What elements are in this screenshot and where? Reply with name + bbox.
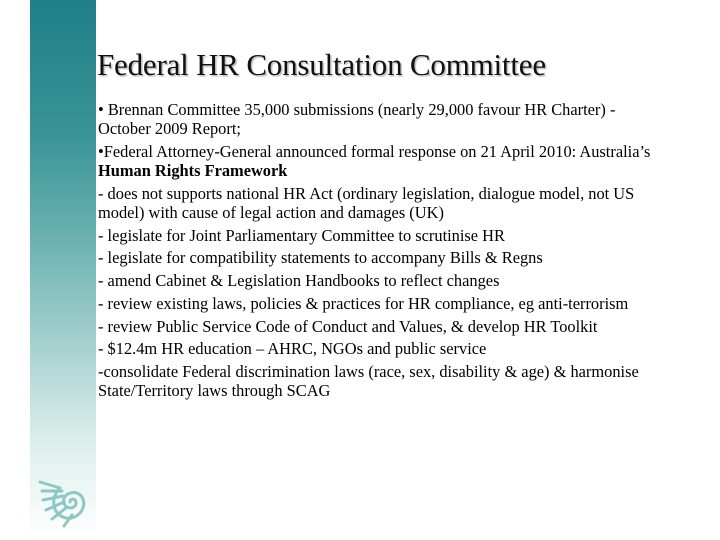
framework-name: Human Rights Framework	[98, 161, 288, 181]
body-paragraph: • Brennan Committee 35,000 submissions (nearly 29,000 favour HR Charter) - October 2009 Report;	[98, 100, 616, 139]
slide-title: Federal HR Consultation Committee	[97, 47, 546, 82]
body-paragraph: - review existing laws, policies & practices for HR compliance, eg anti-terrorism	[98, 293, 629, 313]
body-paragraph: -consolidate Federal discrimination laws (race, sex, disability & age) & harmonise State/Territory laws through SCAG	[98, 361, 639, 401]
body-paragraph: •Federal Attorney-General announced formal response on 21 April 2010: Australia’s Human Rights Framework	[98, 141, 651, 181]
sidebar-gradient-band	[30, 0, 96, 540]
body-paragraph: - amend Cabinet & Legislation Handbooks to reflect changes	[98, 271, 500, 291]
nautilus-shell-icon	[36, 472, 96, 528]
body-paragraph: - legislate for Joint Parliamentary Committee to scrutinise HR	[98, 225, 505, 245]
body-paragraph: - $12.4m HR education – AHRC, NGOs and public service	[98, 339, 487, 359]
body-paragraph: - does not supports national HR Act (ordinary legislation, dialogue model, not US model) with cause of legal action and damages (UK)	[98, 183, 635, 223]
body-paragraph: - legislate for compatibility statements to accompany Bills & Regns	[98, 248, 543, 268]
slide-body	[98, 100, 668, 404]
body-paragraph: - review Public Service Code of Conduct and Values, & develop HR Toolkit	[98, 316, 598, 336]
